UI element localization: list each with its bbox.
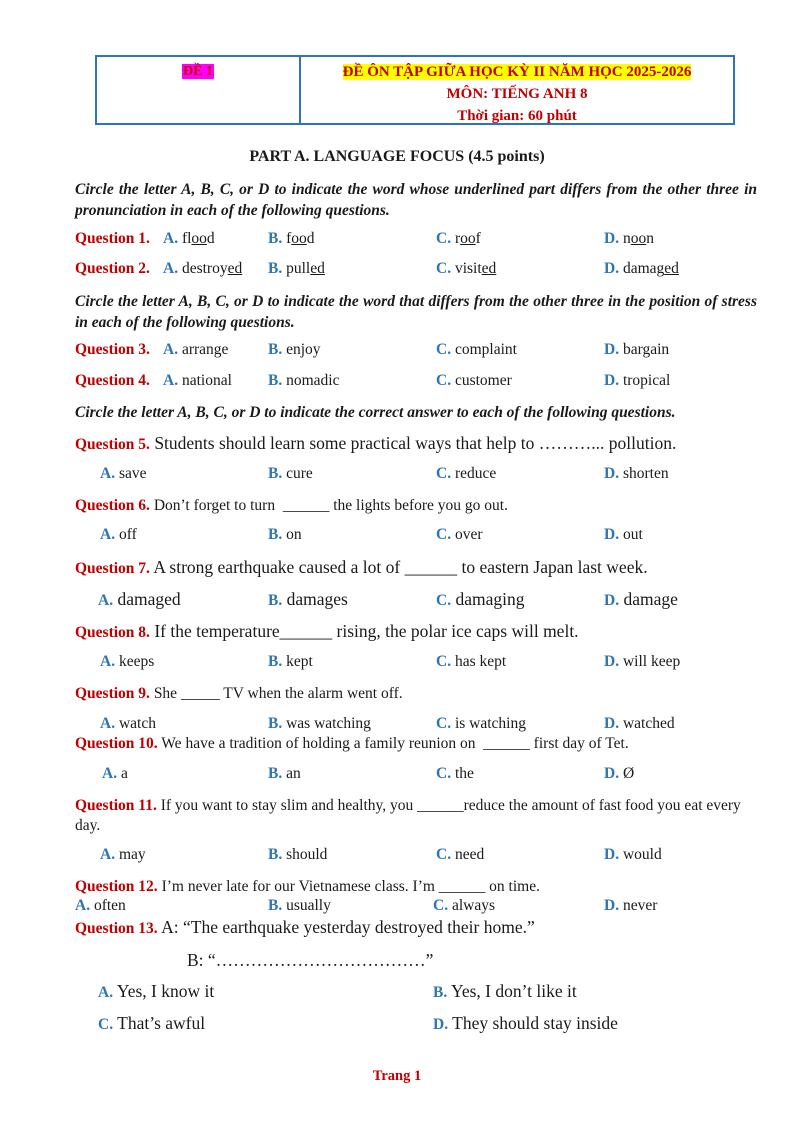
part-title: PART A. LANGUAGE FOCUS (4.5 points) (249, 148, 545, 165)
option-c[interactable]: C. need (436, 846, 485, 863)
option-d[interactable]: D. out (604, 526, 643, 543)
header-left-cell (97, 57, 301, 123)
option-c[interactable]: C. roof (436, 230, 481, 247)
question-label: Question 3. (75, 341, 150, 358)
option-b[interactable]: B. should (268, 846, 328, 863)
question-row (0, 341, 794, 361)
exam-time: Thời gian: 60 phút (457, 108, 577, 124)
question-stem (75, 684, 765, 704)
question-text: She _____ TV when the alarm went off. (153, 685, 403, 702)
option-c[interactable]: C. complaint (436, 341, 517, 358)
options-row (0, 465, 794, 485)
options-row (0, 846, 794, 866)
option-a[interactable]: A. destroyed (163, 260, 243, 277)
option-d[interactable]: D. Ø (604, 765, 635, 782)
option-b[interactable]: B. on (268, 526, 302, 543)
option-c[interactable]: C. is watching (436, 715, 526, 732)
option-b[interactable]: B. an (268, 765, 301, 782)
option-c[interactable]: C. always (433, 897, 495, 914)
question-label: Question 7. (75, 560, 150, 577)
page-number: Trang 1 (372, 1068, 422, 1084)
option-b[interactable]: B. usually (268, 897, 331, 914)
question-label: Question 5. (75, 436, 150, 453)
options-row (0, 653, 794, 673)
question-label: Question 8. (75, 624, 150, 641)
option-a[interactable]: A. off (100, 526, 137, 543)
exam-header-box (95, 55, 735, 125)
option-d[interactable]: D. They should stay inside (433, 1013, 618, 1033)
question-text: Don’t forget to turn ______ the lights before you go out. (153, 497, 508, 514)
option-b[interactable]: B. enjoy (268, 341, 321, 358)
question-stem (75, 796, 757, 836)
option-d[interactable]: D. never (604, 897, 658, 914)
option-a[interactable]: A. flood (163, 230, 215, 247)
question-label: Question 4. (75, 372, 150, 389)
option-c[interactable]: C. visited (436, 260, 497, 277)
question-row (0, 372, 794, 392)
option-c[interactable]: C. That’s awful (98, 1013, 206, 1033)
option-d[interactable]: D. will keep (604, 653, 681, 670)
question-stem (75, 433, 765, 455)
question-stem (75, 917, 765, 939)
option-b[interactable]: B. nomadic (268, 372, 340, 389)
option-d[interactable]: D. damage (604, 589, 678, 609)
instruction-stress: Circle the letter A, B, C, or D to indicate the word that differs from the other three in the position of stress in each of the following questions. (75, 293, 757, 331)
option-b[interactable]: B. kept (268, 653, 313, 670)
question-label: Question 9. (75, 685, 150, 702)
options-row (0, 589, 794, 609)
question-label: Question 13. (75, 920, 158, 937)
question-text: We have a tradition of holding a family reunion on ______ first day of Tet. (161, 735, 629, 752)
question-stem (75, 734, 765, 754)
question-row (0, 230, 794, 250)
options-row (0, 981, 794, 1001)
instruction-answer: Circle the letter A, B, C, or D to indicate the correct answer to each of the following questions. (75, 404, 676, 421)
option-c[interactable]: C. reduce (436, 465, 497, 482)
option-c[interactable]: C. damaging (436, 589, 525, 609)
option-c[interactable]: C. over (436, 526, 483, 543)
option-a[interactable]: A. keeps (100, 653, 155, 670)
question-text: A: “The earthquake yesterday destroyed their home.” (161, 917, 535, 937)
question-stem (75, 621, 765, 643)
option-a[interactable]: A. arrange (163, 341, 229, 358)
option-d[interactable]: D. tropical (604, 372, 671, 389)
options-row (0, 715, 794, 735)
option-a[interactable]: A. Yes, I know it (98, 981, 215, 1001)
option-a[interactable]: A. national (163, 372, 232, 389)
question-label: Question 6. (75, 497, 150, 514)
header-right-cell (301, 57, 733, 123)
question-label: Question 11. (75, 797, 157, 814)
question-text: If you want to stay slim and healthy, you ______reduce the amount of fast food you eat every day. (75, 797, 741, 834)
option-d[interactable]: D. watched (604, 715, 675, 732)
question-text: I’m never late for our Vietnamese class. I’m ______ on time. (161, 878, 540, 895)
options-row (0, 897, 794, 917)
instruction-pronunciation: Circle the letter A, B, C, or D to indicate the word whose underlined part differs from the other three in pronunciation in each of the following questions. (75, 181, 757, 219)
options-row (0, 1013, 794, 1033)
option-c[interactable]: C. has kept (436, 653, 507, 670)
question-label: Question 12. (75, 878, 158, 895)
option-c[interactable]: C. customer (436, 372, 512, 389)
exam-subject: MÔN: TIẾNG ANH 8 (446, 86, 588, 102)
question-text: Students should learn some practical ways that help to ………... pollution. (154, 433, 677, 453)
option-b[interactable]: B. food (268, 230, 315, 247)
option-a[interactable]: A. watch (100, 715, 156, 732)
option-b[interactable]: B. Yes, I don’t like it (433, 981, 577, 1001)
question-stem (75, 877, 765, 897)
option-a[interactable]: A. save (100, 465, 147, 482)
option-b[interactable]: B. damages (268, 589, 348, 609)
option-d[interactable]: D. shorten (604, 465, 669, 482)
option-d[interactable]: D. bargain (604, 341, 670, 358)
option-b[interactable]: B. cure (268, 465, 313, 482)
dialogue-b-line: B: “………………………………” (187, 950, 434, 970)
question-row (0, 260, 794, 280)
exam-number-badge: ĐỀ 1 (183, 64, 213, 79)
option-d[interactable]: D. damaged (604, 260, 679, 277)
option-a[interactable]: A. may (100, 846, 146, 863)
option-c[interactable]: C. the (436, 765, 474, 782)
options-row (0, 765, 794, 785)
question-text: A strong earthquake caused a lot of ______ to eastern Japan last week. (153, 557, 648, 577)
option-b[interactable]: B. was watching (268, 715, 371, 732)
option-a[interactable]: A. often (75, 897, 126, 914)
question-text: If the temperature______ rising, the polar ice caps will melt. (154, 621, 579, 641)
option-d[interactable]: D. noon (604, 230, 654, 247)
question-label: Question 2. (75, 260, 150, 277)
exam-title: ĐỀ ÔN TẬP GIỮA HỌC KỲ II NĂM HỌC 2025-2026 (342, 64, 692, 80)
option-a[interactable]: A. a (102, 765, 128, 782)
option-a[interactable]: A. damaged (98, 589, 181, 609)
question-label: Question 10. (75, 735, 158, 752)
question-stem (75, 557, 765, 579)
options-row (0, 526, 794, 546)
option-d[interactable]: D. would (604, 846, 662, 863)
option-b[interactable]: B. pulled (268, 260, 325, 277)
question-label: Question 1. (75, 230, 150, 247)
question-stem (75, 496, 765, 516)
